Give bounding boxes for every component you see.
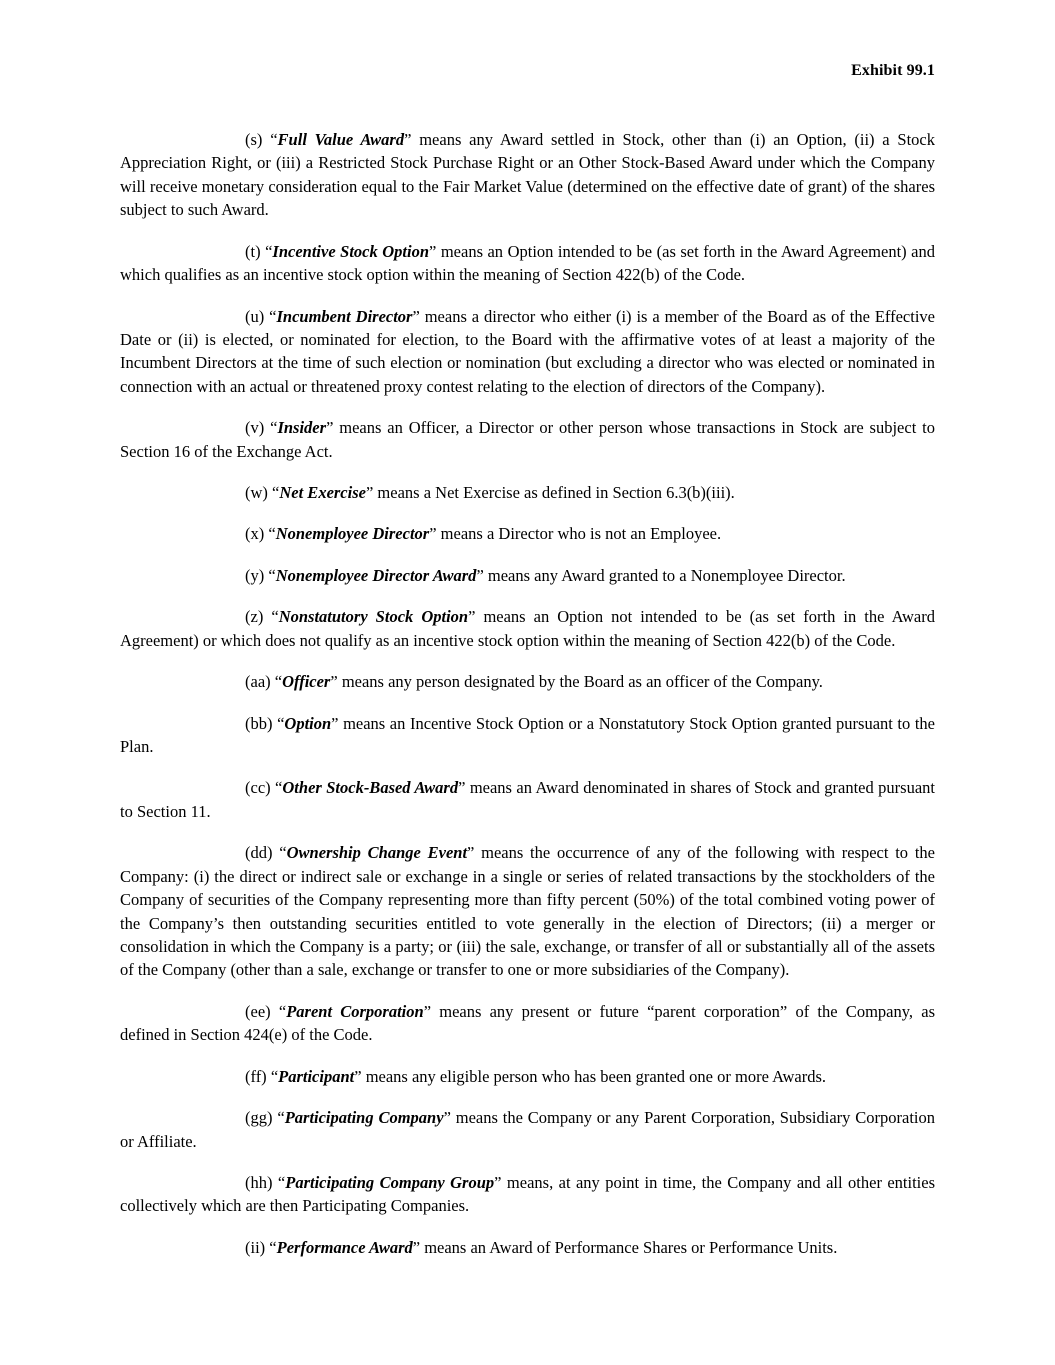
paragraph-marker: (cc) (245, 778, 271, 798)
defined-term: Full Value Award (277, 130, 405, 149)
definition-paragraph: (x) “Nonemployee Director” means a Director who is not an Employee. (245, 524, 722, 544)
paragraph-marker: (bb) (245, 713, 273, 733)
defined-term: Net Exercise (279, 483, 366, 503)
definition-text: means a director who either (i) is a member of the Board as of the Effective Date or (ii) is elected, or nominated for election, to the Board with the affirmative votes of at least a majority of the Incumbent Directors at the time of such election or nomination (but excluding a director who was elected or nominated in connection with an actual or threatened proxy contest relating to the election of directors of the Company). (120, 306, 935, 396)
paragraph-marker: (aa) (245, 672, 271, 692)
defined-term: Incentive Stock Option (272, 241, 429, 261)
definition-text: means, at any point in time, the Company and all other entities collectively which are then Participating Companies. (120, 1172, 936, 1216)
definition-text: means the occurrence of any of the following with respect to the Company: (i) the direct or indirect sale or exchange in a single or series of related transactions by the stockholders of the Company of securities of the Company representing more than fifty percent (50%) of the total combined voting power of the Company’s then outstanding securities entitled to vote generally in the election of Directors; (ii) a merger or consolidation in which the Company is a party; or (iii) the sale, exchange, or transfer of all or substantially all of the assets of the Company (other than a sale, exchange or transfer to one or more subsidiaries of the Company). (120, 843, 935, 980)
definition-text: means a Director who is not an Employee. (436, 524, 722, 544)
definition-text: means an Officer, a Director or other person whose transactions in Stock are subject to Section 16 of the Exchange Act. (120, 418, 935, 461)
definition-paragraph: (s) “Full Value Award” means any Award settled in Stock, other than (i) an Option, (ii) a Stock Appreciation Right, or (iii) a Restricted Stock Purchase Right or an Other Stock-Based Award under which the Company will receive monetary consideration equal to the Fair Market Value (determined on the effective date of grant) of the shares subject to such Award. (120, 130, 936, 220)
paragraph-marker: (t) (245, 241, 261, 261)
paragraph-marker: (ff) (245, 1066, 267, 1086)
definition-text: means an Option intended to be (as set forth in the Award Agreement) and which qualifies as an incentive stock option within the meaning of Section 422(b) of the Code. (120, 241, 935, 285)
definition-paragraph: (bb) “Option” means an Incentive Stock Option or a Nonstatutory Stock Option granted pursuant to the Plan. (120, 713, 935, 757)
definition-paragraph: (z) “Nonstatutory Stock Option” means an Option not intended to be (as set forth in the Award Agreement) or which does not qualify as an incentive stock option within the meaning of Section 422(b) of the Code. (120, 607, 935, 650)
definition-text: means a Net Exercise as defined in Section 6.3(b)(iii). (373, 483, 735, 503)
definition-paragraph: (gg) “Participating Company” means the Company or any Parent Corporation, Subsidiary Corporation or Affiliate. (120, 1108, 935, 1151)
definition-text: means any Award settled in Stock, other than (i) an Option, (ii) a Stock Appreciation Right, or (iii) a Restricted Stock Purchase Right or an Other Stock-Based Award under which the Company will receive monetary consideration equal to the Fair Market Value (determined on the effective date of grant) of the shares subject to such Award. (120, 130, 936, 220)
definition-text: means any Award granted to a Nonemployee Director. (483, 565, 846, 585)
definitions-section (120, 128, 935, 1259)
defined-term: Nonemployee Director (275, 524, 430, 544)
definition-text: means an Option not intended to be (as set forth in the Award Agreement) or which does not qualify as an incentive stock option within the meaning of Section 422(b) of the Code. (120, 607, 935, 650)
definition-paragraph: (dd) “Ownership Change Event” means the occurrence of any of the following with respect to the Company: (i) the direct or indirect sale or exchange in a single or series of related transactions by the stockholders of the Company of securities of the Company representing more than fifty percent (50%) of the total combined voting power of the Company’s then outstanding securities entitled to vote generally in the election of Directors; (ii) a merger or consolidation in which the Company is a party; or (iii) the sale, exchange, or transfer of all or substantially all of the assets of the Company (other than a sale, exchange or transfer to one or more subsidiaries of the Company). (120, 843, 935, 980)
defined-term: Ownership Change Event (286, 843, 468, 863)
defined-term: Nonemployee Director Award (275, 565, 477, 585)
paragraph-marker: (w) (245, 483, 268, 503)
definition-text: means any present or future “parent corporation” of the Company, as defined in Section 424(e) of the Code. (120, 1001, 935, 1045)
exhibit-header: Exhibit 99.1 (851, 62, 935, 79)
definition-paragraph: (aa) “Officer” means any person designated by the Board as an officer of the Company. (245, 672, 823, 692)
definition-paragraph: (ff) “Participant” means any eligible person who has been granted one or more Awards. (245, 1066, 827, 1086)
defined-term: Performance Award (276, 1237, 413, 1257)
definition-paragraph: (y) “Nonemployee Director Award” means any Award granted to a Nonemployee Director. (245, 565, 846, 585)
paragraph-marker: (gg) (245, 1108, 273, 1128)
definition-paragraph: (t) “Incentive Stock Option” means an Option intended to be (as set forth in the Award Agreement) and which qualifies as an incentive stock option within the meaning of Section 422(b) of the Code. (120, 241, 935, 285)
definition-paragraph: (cc) “Other Stock-Based Award” means an Award denominated in shares of Stock and granted pursuant to Section 11. (120, 778, 935, 821)
defined-term: Nonstatutory Stock Option (278, 607, 469, 627)
definition-paragraph: (ee) “Parent Corporation” means any present or future “parent corporation” of the Company, as defined in Section 424(e) of the Code. (120, 1001, 935, 1045)
paragraph-marker: (x) (245, 524, 265, 544)
defined-term: Participating Company Group (285, 1172, 495, 1192)
defined-term: Participating Company (284, 1108, 444, 1128)
defined-term: Insider (277, 418, 327, 438)
defined-term: Officer (282, 672, 331, 692)
defined-term: Option (284, 713, 332, 733)
definition-text: means any eligible person who has been granted one or more Awards. (361, 1066, 827, 1086)
definition-text: means an Award of Performance Shares or Performance Units. (420, 1237, 838, 1257)
definition-paragraph: (hh) “Participating Company Group” means, at any point in time, the Company and all other entities collectively which are then Participating Companies. (120, 1172, 936, 1216)
defined-term: Incumbent Director (276, 306, 413, 326)
definition-text: means the Company or any Parent Corporation, Subsidiary Corporation or Affiliate. (120, 1108, 935, 1151)
definition-text: means an Incentive Stock Option or a Nonstatutory Stock Option granted pursuant to the Plan. (120, 713, 935, 757)
defined-term: Other Stock-Based Award (282, 778, 459, 798)
definition-text: means any person designated by the Board as an officer of the Company. (337, 672, 823, 692)
paragraph-marker: (v) (245, 418, 265, 438)
definition-paragraph: (v) “Insider” means an Officer, a Director or other person whose transactions in Stock are subject to Section 16 of the Exchange Act. (120, 418, 935, 461)
paragraph-marker: (u) (245, 306, 265, 326)
paragraph-marker: (y) (245, 565, 265, 585)
definition-paragraph: (w) “Net Exercise” means a Net Exercise as defined in Section 6.3(b)(iii). (245, 483, 735, 503)
definition-paragraph: (u) “Incumbent Director” means a director who either (i) is a member of the Board as of the Effective Date or (ii) is elected, or nominated for election, to the Board with the affirmative votes of at least a majority of the Incumbent Directors at the time of such election or nomination (but excluding a director who was elected or nominated in connection with an actual or threatened proxy contest relating to the election of directors of the Company). (120, 306, 935, 396)
paragraph-marker: (z) (245, 607, 264, 627)
paragraph-marker: (ee) (245, 1001, 271, 1021)
defined-term: Parent Corporation (286, 1001, 424, 1021)
paragraph-marker: (hh) (245, 1172, 273, 1192)
definition-text: means an Award denominated in shares of Stock and granted pursuant to Section 11. (120, 778, 935, 821)
definition-paragraph: (ii) “Performance Award” means an Award of Performance Shares or Performance Units. (245, 1237, 838, 1257)
defined-term: Participant (278, 1066, 355, 1086)
paragraph-marker: (ii) (245, 1237, 266, 1257)
paragraph-marker: (dd) (245, 843, 273, 863)
paragraph-marker: (s) (245, 130, 263, 149)
